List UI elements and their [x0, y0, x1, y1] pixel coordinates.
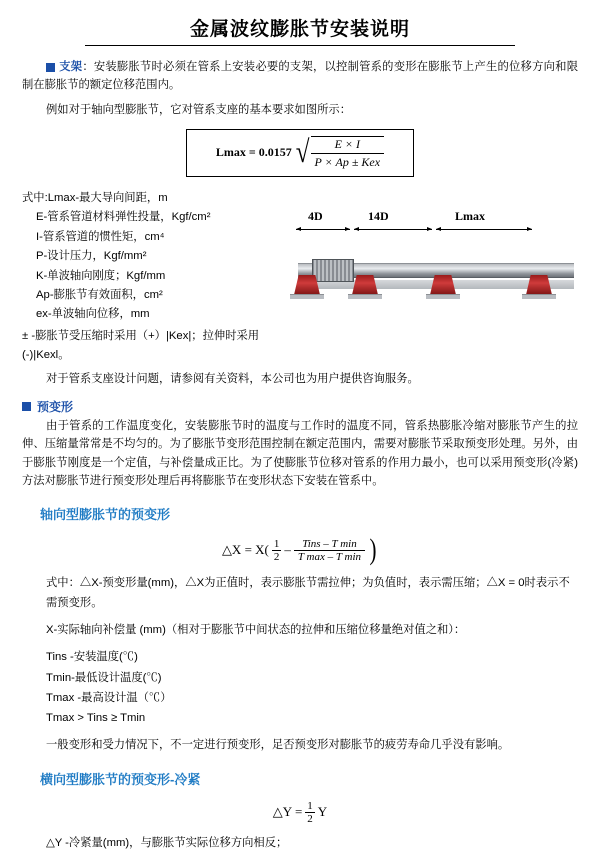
figure-pipe-illustration [290, 239, 578, 309]
equation-axial-temp-den: T max – T min [297, 550, 362, 563]
equation-lateral-half-num: 1 [307, 799, 313, 812]
section-heading-support: 支架 [59, 61, 83, 73]
section-support-paragraph1: 支架：安装膨胀节时必须在管系上安装必要的支架，以控制管系的变形在膨胀节上产生的位移方向和限制在膨胀节的额定位移范围内。 [22, 61, 578, 92]
pipe-base [290, 294, 324, 299]
formula-lmax-lhs: Lmax = 0.0157 [215, 145, 292, 160]
pipe-support [352, 275, 378, 295]
equation-lateral-coldspring [0, 800, 600, 825]
arrow-lmax [436, 229, 532, 230]
formula-lmax-denominator: P × Ap ± Kex [314, 154, 381, 169]
legend-item: 式中：△X-预变形量(mm)，△X为正值时，表示膨胀节需拉伸；为负值时，表示需压缩；△X = 0时表示不需预变形。 [46, 577, 570, 610]
section-heading-predeform-row [22, 398, 578, 415]
legend-item: ex-单波轴向位移，mm [36, 308, 150, 321]
legend-item: Tmax > Tins ≥ Tmin [46, 711, 146, 724]
legend-item: 一般变形和受力情况下，不一定进行预变形，足否预变形对膨胀节的疲劳寿命几乎没有影响。 [46, 738, 510, 751]
section-predeform-paragraph1: 由于管系的工作温度变化，安装膨胀节时的温度与工作时的温度不同，管系热膨胀冷缩对膨胀节产生的拉伸、压缩量常常是不均匀的。为了膨胀节变形范围控制在额定范围内，需要对膨胀节采取预变形处理。另外，由于膨胀节刚度是一个定值，与补偿量成正比。为了使膨胀节位移对管系的作用力最小，也可以采用预变形(冷紧)方法对膨胀节进行预变形处理后再将膨胀节在变形状态下安装在管系中。 [22, 419, 578, 487]
figure-dimension-labels [290, 209, 578, 225]
legend-item: P-设计压力，Kgf/mm² [36, 250, 147, 263]
legend-figure-row [22, 183, 578, 366]
section-heading-predeform: 预变形 [37, 399, 74, 414]
equation-lateral-lhs: △Y = [272, 804, 303, 820]
equation-lateral-rhs: Y [317, 804, 328, 820]
radical-sign-icon: √ [295, 136, 310, 170]
equation-axial-rhs: ) [369, 533, 377, 567]
document-page [0, 14, 600, 849]
equation-lateral-row [273, 800, 327, 825]
legend-list-lateral [22, 833, 578, 853]
legend-item: K-单波轴向刚度；Kgf/mm [36, 269, 166, 282]
formula-lmax-numerator: E × I [311, 137, 385, 154]
equation-axial-half-den: 2 [273, 550, 280, 563]
equation-axial-minus: – [284, 542, 291, 558]
formula-lmax [186, 129, 414, 177]
page-title: 金属波纹膨胀节安装说明 [189, 19, 410, 40]
legend-item: 式中:Lmax-最大导向间距，m [22, 191, 168, 204]
legend-list-support [22, 189, 290, 366]
legend-item: ± -膨胀节受压缩时采用（+）|Kex|；拉伸时采用(-)|Kexl。 [22, 329, 260, 362]
bellows-expansion-joint [312, 259, 354, 282]
section-support-closing: 对于管系支座设计问题，请参阅有关资料，本公司也为用户提供咨询服务。 [46, 372, 419, 385]
equation-axial-half-num: 1 [273, 537, 280, 550]
figure-label-lmax: Lmax [455, 208, 485, 223]
equation-axial-row [222, 535, 378, 565]
section-support-body1: 安装膨胀节时必须在管系上安装必要的支架，以控制管系的变形在膨胀节上产生的位移方向和限制在膨胀节的额定位移范围内。 [22, 61, 578, 92]
pipe-base [348, 294, 382, 299]
pipe-support [526, 275, 552, 295]
equation-axial-temp-fraction [294, 538, 365, 563]
title-divider [85, 45, 515, 46]
legend-item: Tins -安装温度(℃) [46, 651, 138, 664]
figure-support-layout [290, 209, 578, 329]
equation-axial-half [272, 538, 282, 563]
equation-axial-predeform [0, 535, 600, 565]
subsection-heading-lateral: 横向型膨胀节的预变形-冷紧 [40, 771, 201, 787]
pipe-support [430, 275, 456, 295]
section-support-paragraph2: 例如对于轴向型膨胀节，它对管系支座的基本要求如图所示： [46, 103, 352, 116]
arrow-4d [296, 229, 350, 230]
legend-item: Ap-膨胀节有效面积，cm² [36, 289, 163, 301]
legend-item: Tmax -最高设计温（℃） [46, 691, 172, 704]
pipe-base [522, 294, 556, 299]
figure-dimension-arrows [290, 225, 578, 235]
subsection-heading-axial: 轴向型膨胀节的预变形 [40, 507, 171, 523]
legend-item: △Y -冷紧量(mm)，与膨胀节实际位移方向相反； [46, 836, 288, 849]
equation-lateral-half-den: 2 [307, 812, 313, 825]
figure-label-4d: 4D [308, 208, 323, 223]
figure-label-14d: 14D [368, 208, 389, 223]
arrow-14d [354, 229, 432, 230]
equation-axial-lhs: △X = X( [221, 542, 269, 558]
equation-lateral-half [305, 800, 315, 825]
legend-list-axial [22, 573, 578, 755]
legend-item: I-管系管道的惯性矩，cm⁴ [36, 230, 165, 243]
legend-item: Tmin-最低设计温度(℃) [46, 671, 162, 684]
formula-lmax-fraction [311, 136, 385, 170]
pipe-base [426, 294, 460, 299]
section-marker-icon [22, 402, 31, 411]
formula-lmax-radical [296, 136, 384, 170]
legend-item: X-实际轴向补偿量 (mm)（相对于膨胀节中间状态的拉伸和压缩位移量绝对值之和）： [46, 624, 466, 637]
legend-item: E-管系管道材料弹性投量，Kgf/cm² [36, 211, 211, 224]
equation-axial-temp-num: Tins – T min [294, 538, 365, 551]
section-marker-icon [46, 63, 55, 72]
